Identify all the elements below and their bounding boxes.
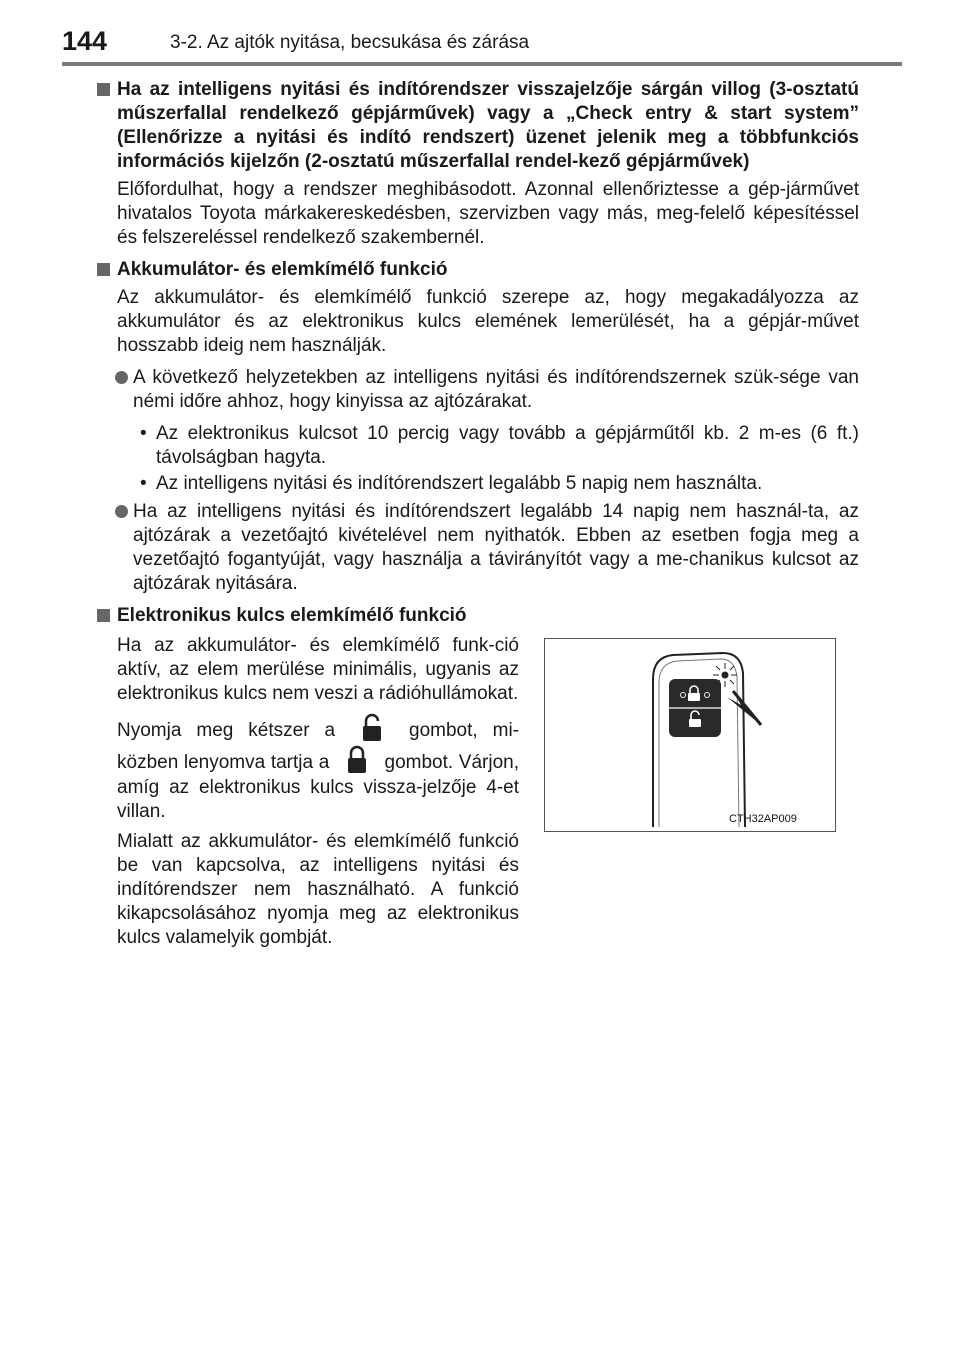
page-header — [62, 26, 902, 66]
paragraph: Mialatt az akkumulátor- és elemkímélő funkció be van kapcsolva, az intelligens nyitási és indítórendszer nem használható. A funkció kikapcsolásához nyomja meg az elektronikus kulcs valamelyik gombját. — [117, 831, 519, 948]
paragraph: Nyomja meg kétszer a gombot, mi-közben lenyomva tartja a gombot. Várjon, amíg az elektronikus kulcs vissza-jelzője 4-et villan. — [117, 712, 519, 824]
bullet-circle-icon — [115, 505, 128, 518]
page-number: 144 — [62, 26, 108, 56]
smart-key-illustration — [545, 639, 833, 829]
sub-bullet-dot: • — [140, 473, 147, 494]
unlock-icon — [352, 712, 392, 744]
section-square-icon — [97, 263, 110, 276]
page-content — [97, 78, 859, 1014]
sub-bullet-dot: • — [140, 423, 147, 444]
header-rule — [62, 62, 902, 66]
section-body: Előfordulhat, hogy a rendszer meghibásodott. Azonnal ellenőriztesse a gép-járművet hivatalos Toyota márkakereskedésben, szervizben vagy más, meg-felelő képesítéssel és felszereléssel rendelkező szakembernél. — [117, 179, 859, 248]
section-battery-saver — [97, 258, 859, 596]
chapter-title: 3-2. Az ajtók nyitása, becsukása és zárása — [170, 32, 530, 53]
section-heading: Elektronikus kulcs elemkímélő funkció — [117, 605, 467, 626]
section-square-icon — [97, 83, 110, 96]
bullet-item: Ha az intelligens nyitási és indítórendszert legalább 14 napig nem használ-ta, az ajtózárak a vezetőajtó kivételével nem nyithatók. Ebben az esetben fogja meg a vezetőajtó fogantyúját, vagy használja a távirányítót vagy a me-chanikus kulcsot az ajtózárak nyitására. — [97, 500, 859, 596]
section-heading: Ha az intelligens nyitási és indítórendszer visszajelzője sárgán villog (3-osztatú műszerfallal rendelkező gépjárművek) vagy a „Check entry & start system” (Ellenőrizze a nyitási és indító rendszert) üzenet jelenik meg a többfunkciós információs kijelzőn (2-osztatú műszerfallal rendel-kező gépjárművek) — [117, 79, 859, 172]
figure-code: CTH32AP009 — [729, 813, 797, 825]
sub-bullet-item: • Az intelligens nyitási és indítórendszert legalább 5 napig nem használta. — [140, 473, 763, 494]
paragraph: Ha az akkumulátor- és elemkímélő funk-ció aktív, az elem merülése minimális, ugyanis az elektronikus kulcs nem veszi a rádióhullámokat. — [117, 635, 519, 704]
lock-icon — [337, 744, 377, 776]
section-square-icon — [97, 609, 110, 622]
section-indicator-warning — [97, 78, 859, 250]
smart-key-figure — [544, 638, 836, 832]
section-heading: Akkumulátor- és elemkímélő funkció — [117, 259, 448, 280]
section-body: Az akkumulátor- és elemkímélő funkció szerepe az, hogy megakadályozza az akkumulátor és az elektronikus kulcs elemének lemerülését, ha a gépjár-művet hosszabb ideig nem használják. — [117, 287, 859, 356]
section-key-battery-saver — [97, 604, 859, 1014]
bullet-item: A következő helyzetekben az intelligens nyitási és indítórendszernek szük-sége van némi időre ahhoz, hogy kinyissa az ajtózárakat. — [97, 366, 859, 414]
bullet-circle-icon — [115, 371, 128, 384]
sub-bullet-item: • Az elektronikus kulcsot 10 percig vagy tovább a gépjárműtől kb. 2 m-es (6 ft.) távolságban hagyta. — [140, 423, 859, 468]
